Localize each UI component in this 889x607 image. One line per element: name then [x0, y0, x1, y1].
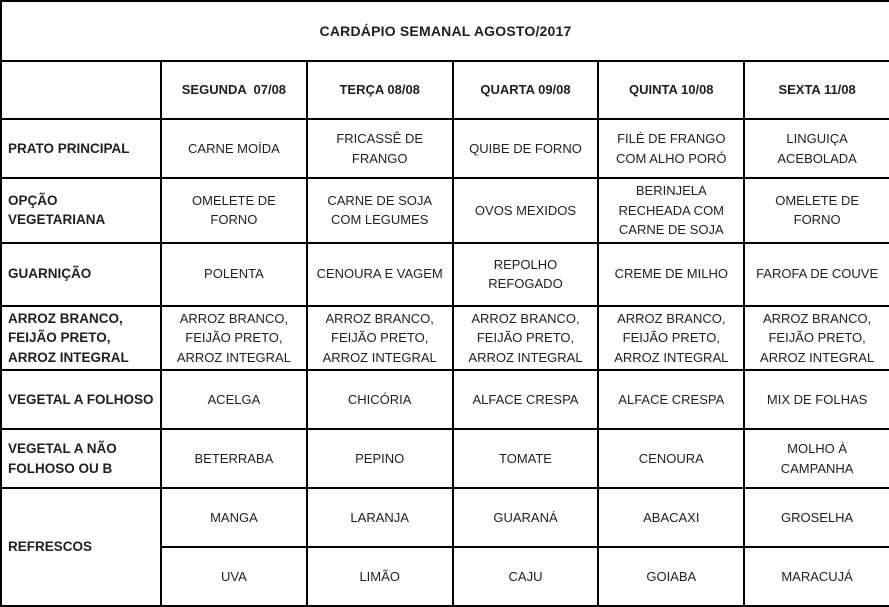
menu-cell: CARNE DE SOJA COM LEGUMES: [307, 178, 453, 243]
menu-cell: OMELETE DE FORNO: [744, 178, 889, 243]
menu-cell: ARROZ BRANCO, FEIJÃO PRETO, ARROZ INTEGRAL: [307, 306, 453, 371]
menu-cell: UVA: [161, 547, 307, 606]
menu-cell: MARACUJÁ: [744, 547, 889, 606]
menu-cell: GROSELHA: [744, 488, 889, 547]
menu-cell: ALFACE CRESPA: [598, 370, 744, 429]
menu-cell: LIMÃO: [307, 547, 453, 606]
menu-cell: QUIBE DE FORNO: [453, 119, 599, 178]
row-label: GUARNIÇÃO: [1, 243, 161, 306]
menu-cell: ARROZ BRANCO, FEIJÃO PRETO, ARROZ INTEGRAL: [744, 306, 889, 371]
menu-cell: OVOS MEXIDOS: [453, 178, 599, 243]
title-row: [1, 1, 889, 61]
menu-cell: FRICASSÊ DE FRANGO: [307, 119, 453, 178]
table-row-refrescos-1: [1, 488, 889, 547]
table-row-prato-principal: [1, 119, 889, 178]
day-header-row: [1, 61, 889, 119]
table-row-vegetal-nao-folhoso: [1, 429, 889, 488]
menu-cell: GOIABA: [598, 547, 744, 606]
menu-cell: FILÉ DE FRANGO COM ALHO PORÓ: [598, 119, 744, 178]
menu-cell: ARROZ BRANCO, FEIJÃO PRETO, ARROZ INTEGRAL: [598, 306, 744, 371]
row-label: OPÇÃO VEGETARIANA: [1, 178, 161, 243]
day-header-terca: TERÇA 08/08: [307, 61, 453, 119]
menu-cell: OMELETE DE FORNO: [161, 178, 307, 243]
menu-cell: LARANJA: [307, 488, 453, 547]
row-label: VEGETAL A FOLHOSO: [1, 370, 161, 429]
menu-cell: MOLHO À CAMPANHA: [744, 429, 889, 488]
menu-cell: CHICÓRIA: [307, 370, 453, 429]
menu-cell: ARROZ BRANCO, FEIJÃO PRETO, ARROZ INTEGRAL: [161, 306, 307, 371]
menu-cell: GUARANÁ: [453, 488, 599, 547]
menu-cell: BETERRABA: [161, 429, 307, 488]
menu-cell: PEPINO: [307, 429, 453, 488]
day-header-quinta: QUINTA 10/08: [598, 61, 744, 119]
day-header-sexta: SEXTA 11/08: [744, 61, 889, 119]
menu-cell: LINGUIÇA ACEBOLADA: [744, 119, 889, 178]
menu-cell: CENOURA: [598, 429, 744, 488]
menu-cell: ALFACE CRESPA: [453, 370, 599, 429]
row-label: PRATO PRINCIPAL: [1, 119, 161, 178]
row-label: REFRESCOS: [1, 488, 161, 606]
menu-cell: CAJU: [453, 547, 599, 606]
menu-cell: ARROZ BRANCO, FEIJÃO PRETO, ARROZ INTEGRAL: [453, 306, 599, 371]
corner-empty-cell: [1, 61, 161, 119]
day-header-segunda: SEGUNDA 07/08: [161, 61, 307, 119]
menu-cell: BERINJELA RECHEADA COM CARNE DE SOJA: [598, 178, 744, 243]
table-row-arroz-feijao: [1, 306, 889, 371]
menu-cell: MANGA: [161, 488, 307, 547]
menu-cell: MIX DE FOLHAS: [744, 370, 889, 429]
table-row-vegetal-folhoso: [1, 370, 889, 429]
table-row-guarnicao: [1, 243, 889, 306]
menu-cell: REPOLHO REFOGADO: [453, 243, 599, 306]
menu-cell: TOMATE: [453, 429, 599, 488]
menu-cell: CARNE MOÍDA: [161, 119, 307, 178]
menu-cell: CREME DE MILHO: [598, 243, 744, 306]
row-label: VEGETAL A NÃO FOLHOSO OU B: [1, 429, 161, 488]
menu-cell: ABACAXI: [598, 488, 744, 547]
menu-cell: ACELGA: [161, 370, 307, 429]
menu-cell: FAROFA DE COUVE: [744, 243, 889, 306]
row-label: ARROZ BRANCO, FEIJÃO PRETO, ARROZ INTEGRAL: [1, 306, 161, 371]
menu-cell: POLENTA: [161, 243, 307, 306]
page-title: CARDÁPIO SEMANAL AGOSTO/2017: [1, 1, 889, 61]
day-header-quarta: QUARTA 09/08: [453, 61, 599, 119]
table-row-opcao-vegetariana: [1, 178, 889, 243]
menu-cell: CENOURA E VAGEM: [307, 243, 453, 306]
